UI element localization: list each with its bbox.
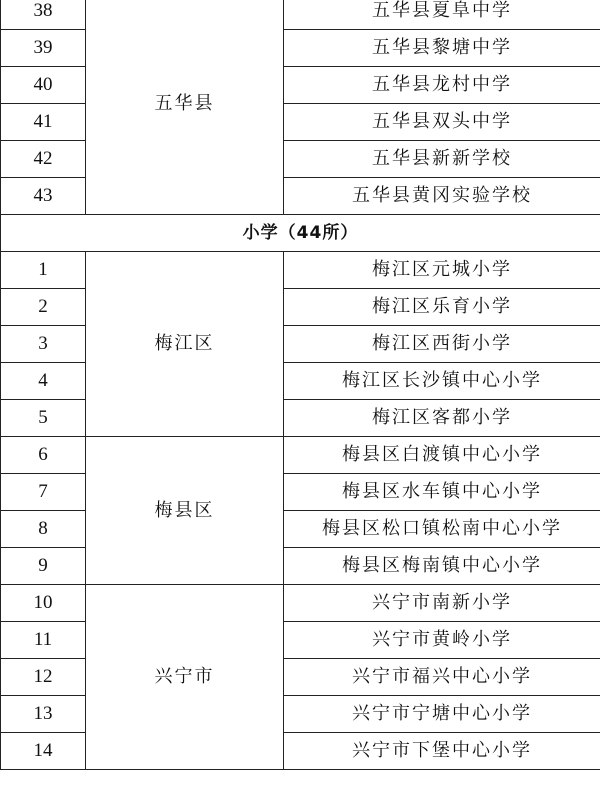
row-number: 1 xyxy=(1,252,86,289)
school-name: 梅江区长沙镇中心小学 xyxy=(284,363,600,400)
table-row xyxy=(1,585,600,622)
row-number: 7 xyxy=(1,474,86,511)
school-name: 梅江区乐育小学 xyxy=(284,289,600,326)
school-name: 梅县区白渡镇中心小学 xyxy=(284,437,600,474)
school-name: 五华县新新学校 xyxy=(284,141,600,178)
row-number: 12 xyxy=(1,659,86,696)
school-name: 梅县区松口镇松南中心小学 xyxy=(284,511,600,548)
row-number: 38 xyxy=(1,0,86,30)
school-name: 兴宁市南新小学 xyxy=(284,585,600,622)
row-number: 43 xyxy=(1,178,86,215)
district-cell: 兴宁市 xyxy=(86,585,284,770)
row-number: 13 xyxy=(1,696,86,733)
table-row xyxy=(1,437,600,474)
row-number: 5 xyxy=(1,400,86,437)
row-number: 42 xyxy=(1,141,86,178)
school-name: 梅县区梅南镇中心小学 xyxy=(284,548,600,585)
school-name: 五华县黎塘中学 xyxy=(284,30,600,67)
row-number: 14 xyxy=(1,733,86,770)
school-name: 梅江区西街小学 xyxy=(284,326,600,363)
school-name: 兴宁市福兴中心小学 xyxy=(284,659,600,696)
section-heading-row xyxy=(1,215,600,252)
row-number: 6 xyxy=(1,437,86,474)
row-number: 2 xyxy=(1,289,86,326)
row-number: 9 xyxy=(1,548,86,585)
table-row xyxy=(1,252,600,289)
row-number: 40 xyxy=(1,67,86,104)
school-name: 五华县夏阜中学 xyxy=(284,0,600,30)
row-number: 4 xyxy=(1,363,86,400)
school-name: 梅江区客都小学 xyxy=(284,400,600,437)
district-cell: 梅江区 xyxy=(86,252,284,437)
school-name: 兴宁市宁塘中心小学 xyxy=(284,696,600,733)
school-name: 五华县龙村中学 xyxy=(284,67,600,104)
school-name: 梅江区元城小学 xyxy=(284,252,600,289)
district-cell: 梅县区 xyxy=(86,437,284,585)
school-name: 梅县区水车镇中心小学 xyxy=(284,474,600,511)
school-name: 五华县黄冈实验学校 xyxy=(284,178,600,215)
school-name: 五华县双头中学 xyxy=(284,104,600,141)
row-number: 41 xyxy=(1,104,86,141)
school-name: 兴宁市下堡中心小学 xyxy=(284,733,600,770)
district-cell: 五华县 xyxy=(86,0,284,215)
row-number: 39 xyxy=(1,30,86,67)
row-number: 3 xyxy=(1,326,86,363)
row-number: 11 xyxy=(1,622,86,659)
school-name: 兴宁市黄岭小学 xyxy=(284,622,600,659)
section-heading: 小学（44所） xyxy=(1,215,600,252)
row-number: 8 xyxy=(1,511,86,548)
table-row xyxy=(1,0,600,30)
row-number: 10 xyxy=(1,585,86,622)
